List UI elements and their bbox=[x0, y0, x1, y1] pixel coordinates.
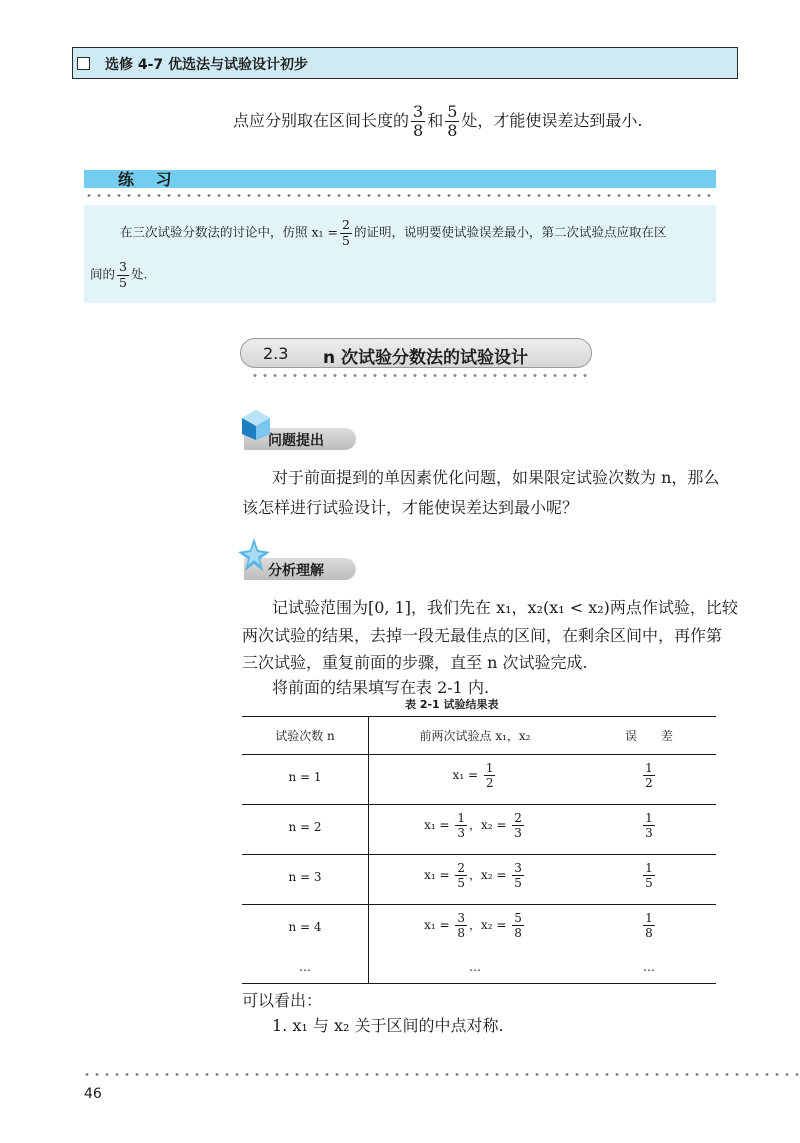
dotted-divider bbox=[250, 374, 590, 377]
intro-line bbox=[233, 104, 643, 139]
section-heading bbox=[240, 338, 592, 368]
table-rule bbox=[242, 754, 716, 755]
fraction bbox=[643, 862, 655, 889]
fraction-denominator: 8 bbox=[514, 926, 522, 940]
table-rule bbox=[242, 904, 716, 905]
fraction-denominator: 3 bbox=[645, 826, 653, 840]
table-caption: 表 2-1 试验结果表 bbox=[405, 698, 499, 711]
table-ellipsis: … bbox=[469, 960, 481, 974]
fraction-numerator: 1 bbox=[457, 811, 465, 825]
fraction-numerator: 1 bbox=[645, 861, 653, 875]
practice-box bbox=[84, 205, 716, 303]
analysis-line-2: 两次试验的结果，去掉一段无最佳点的区间，在剩余区间中，再作第 bbox=[242, 626, 723, 645]
separator: ， bbox=[468, 918, 481, 932]
chapter-header bbox=[72, 47, 738, 79]
fraction-denominator: 5 bbox=[645, 876, 653, 890]
problem-label: 问题提出 bbox=[244, 428, 356, 450]
fraction-denominator: 5 bbox=[457, 876, 465, 890]
problem-line-2: 该怎样进行试验设计，才能使误差达到最小呢？ bbox=[242, 498, 579, 517]
footer-dotted-divider bbox=[82, 1073, 800, 1076]
dotted-divider bbox=[84, 194, 716, 197]
section-number: 2.3 bbox=[263, 344, 289, 363]
fraction bbox=[643, 812, 655, 839]
fraction-denominator: 2 bbox=[645, 776, 653, 790]
fraction-numerator: 1 bbox=[645, 761, 653, 775]
variable: x₂ = bbox=[481, 868, 511, 882]
star-icon bbox=[236, 536, 272, 574]
table-cell-points bbox=[368, 912, 582, 939]
variable: x₁ = bbox=[424, 818, 454, 832]
fraction-numerator: 1 bbox=[645, 811, 653, 825]
fraction-denominator: 2 bbox=[485, 776, 494, 790]
table-cell-n: n = 3 bbox=[288, 870, 322, 884]
variable: x₁ = bbox=[424, 918, 454, 932]
fraction bbox=[455, 912, 467, 939]
fraction bbox=[512, 812, 524, 839]
table-rule bbox=[242, 854, 716, 855]
table-rule bbox=[242, 983, 716, 984]
variable: x₁ = bbox=[424, 868, 454, 882]
analysis-line-1: 记试验范围为[0, 1]，我们先在 x₁，x₂(x₁ < x₂)两点作试验，比较 bbox=[272, 598, 738, 617]
section-title: n 次试验分数法的试验设计 bbox=[323, 348, 529, 368]
variable: x₂ = bbox=[481, 818, 511, 832]
fraction-numerator: 3 bbox=[457, 911, 465, 925]
results-table bbox=[242, 716, 716, 984]
cube-icon bbox=[238, 406, 272, 442]
practice-title: 练 习 bbox=[118, 170, 180, 189]
conclusion-item-1: 1. x₁ 与 x₂ 关于区间的中点对称. bbox=[272, 1016, 504, 1035]
table-rule bbox=[242, 804, 716, 805]
intro-text-post: 处，才能使误差达到最小. bbox=[461, 111, 643, 130]
fraction-denominator: 8 bbox=[457, 926, 465, 940]
practice-line-1: 在三次试验分数法的讨论中，仿照 x₁ = $\frac{2}{5}$ 的证明，说明要使试验误差最小，第二次试验点应取在区 bbox=[120, 217, 667, 248]
fraction bbox=[484, 762, 496, 789]
table-rule bbox=[242, 716, 716, 717]
fraction-numerator: 3 bbox=[514, 861, 522, 875]
table-cell-points bbox=[368, 862, 582, 889]
table-cell-points bbox=[368, 812, 582, 839]
fraction bbox=[643, 762, 655, 789]
fraction-denominator: 8 bbox=[645, 926, 653, 940]
table-header-cell: 前两次试验点 x₁，x₂ bbox=[419, 729, 531, 743]
header-title: 选修 4-7 优选法与试验设计初步 bbox=[105, 57, 309, 73]
fraction bbox=[512, 862, 524, 889]
fraction-denominator: 3 bbox=[514, 826, 522, 840]
table-cell-error bbox=[582, 862, 716, 889]
header-square-icon bbox=[77, 57, 90, 70]
table-ellipsis: … bbox=[299, 960, 311, 974]
fraction-numerator: 2 bbox=[514, 811, 522, 825]
table-cell-error bbox=[582, 912, 716, 939]
fraction: $\frac{5}{8}$ bbox=[447, 102, 458, 140]
table-cell-points bbox=[368, 762, 582, 789]
fraction-numerator: 5 bbox=[514, 911, 522, 925]
intro-text-mid: 和 bbox=[427, 111, 444, 130]
conclusion-lead: 可以看出： bbox=[242, 991, 323, 1010]
table-cell-n: n = 4 bbox=[288, 920, 322, 934]
fraction-denominator: 3 bbox=[457, 826, 465, 840]
fraction-numerator: 2 bbox=[457, 861, 465, 875]
table-header-cell: 试验次数 n bbox=[275, 729, 335, 743]
fraction-denominator: 5 bbox=[514, 876, 522, 890]
fraction bbox=[455, 812, 467, 839]
analysis-line-4: 将前面的结果填写在表 2-1 内. bbox=[272, 678, 490, 697]
separator: ， bbox=[468, 868, 481, 882]
page-number: 46 bbox=[84, 1086, 102, 1102]
practice-line-2: 间的 $\frac{3}{5}$ 处. bbox=[90, 259, 148, 290]
separator: ， bbox=[468, 818, 481, 832]
analysis-label: 分析理解 bbox=[244, 558, 356, 580]
fraction-numerator: 1 bbox=[485, 761, 494, 775]
intro-text-pre: 点应分别取在区间长度的 bbox=[233, 111, 410, 130]
variable: x₂ = bbox=[481, 918, 511, 932]
fraction: $\frac{2}{5}$ bbox=[341, 217, 350, 248]
table-ellipsis: … bbox=[643, 960, 655, 974]
fraction-numerator: 1 bbox=[645, 911, 653, 925]
table-column-rule bbox=[368, 716, 369, 984]
table-cell-error bbox=[582, 812, 716, 839]
table-cell-error bbox=[582, 762, 716, 789]
fraction: $\frac{3}{5}$ bbox=[119, 259, 127, 290]
table-header-cell: 误 差 bbox=[624, 729, 673, 743]
table-cell-n: n = 2 bbox=[288, 820, 322, 834]
analysis-line-3: 三次试验，重复前面的步骤，直至 n 次试验完成. bbox=[242, 653, 588, 672]
table-cell-n: n = 1 bbox=[288, 770, 322, 784]
fraction bbox=[455, 862, 467, 889]
fraction bbox=[512, 912, 524, 939]
fraction: $\frac{3}{8}$ bbox=[413, 102, 424, 140]
problem-line-1: 对于前面提到的单因素优化问题，如果限定试验次数为 n，那么 bbox=[272, 468, 720, 487]
variable: x₁ = bbox=[452, 768, 482, 782]
fraction bbox=[643, 912, 655, 939]
